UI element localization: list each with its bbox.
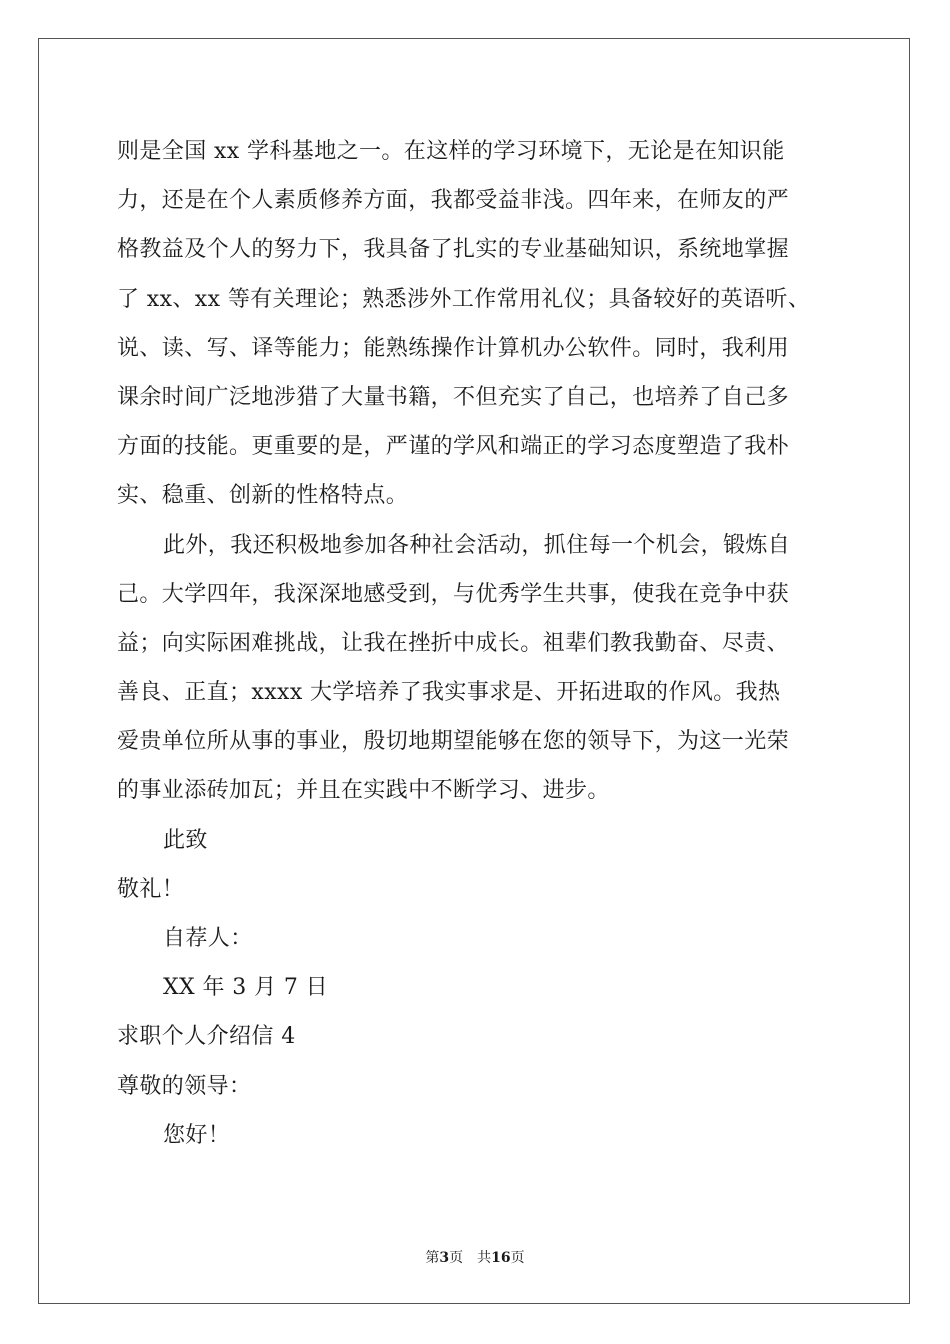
section-title: 求职个人介绍信 4 [117,1024,296,1050]
greeting-recipient: 尊敬的领导： [117,1073,252,1099]
text-line: 的事业添砖加瓦；并且在实践中不断学习、进步。 [117,778,610,804]
paragraph-start-line: 此外，我还积极地参加各种社会活动，抓住每一个机会，锻炼自 [163,532,791,558]
text-line: 实、稳重、创新的性格特点。 [117,483,409,509]
text-line: 力，还是在个人素质修养方面，我都受益非浅。四年来，在师友的严 [117,188,790,214]
page-number: 3 [439,1250,450,1266]
text-line: 课余时间广泛地涉猎了大量书籍，不但充实了自己，也培养了自己多 [117,384,790,410]
text-line: 则是全国 xx 学科基地之一。在这样的学习环境下，无论是在知识能 [117,139,785,164]
text-line: 格教益及个人的努力下，我具备了扎实的专业基础知识，系统地掌握 [117,237,790,263]
signature-line: 自荐人： [163,926,253,951]
closing-salutation: 此致 [163,827,208,853]
total-prefix: 共 [477,1250,492,1266]
page-suffix: 页 [449,1250,464,1266]
total-suffix: 页 [510,1250,525,1266]
text-line: 益；向实际困难挑战，让我在挫折中成长。祖辈们教我勤奋、尽责、 [117,630,790,656]
document-body [117,127,857,1160]
text-line: 说、读、写、译等能力；能熟练操作计算机办公软件。同时，我利用 [117,335,790,361]
page-prefix: 第 [425,1250,440,1266]
total-pages: 16 [491,1250,511,1266]
closing-regards: 敬礼！ [117,876,185,902]
text-line: 了 xx、xx 等有关理论；熟悉涉外工作常用礼仪；具备较好的英语听、 [117,286,811,312]
text-line: 善良、正直；xxxx 大学培养了我实事求是、开拓进取的作风。我热 [117,680,781,706]
text-line: 己。大学四年，我深深地感受到，与优秀学生共事，使我在竞争中获 [117,581,790,607]
text-line: 方面的技能。更重要的是，严谨的学风和端正的学习态度塑造了我朴 [117,434,790,460]
greeting: 您好！ [163,1122,231,1148]
date-line: XX 年 3 月 7 日 [163,975,329,1001]
page-footer [0,1247,950,1267]
text-line: 爱贵单位所从事的事业，殷切地期望能够在您的领导下，为这一光荣 [117,729,790,755]
